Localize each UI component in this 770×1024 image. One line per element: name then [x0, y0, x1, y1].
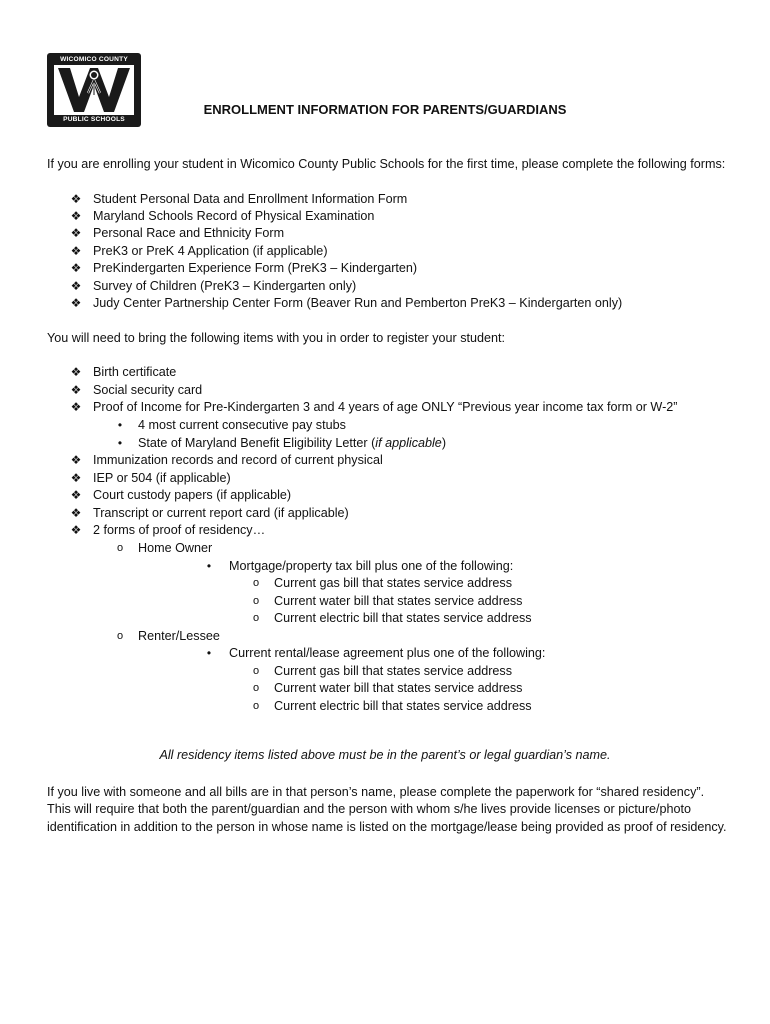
requirement-label: Mortgage/property tax bill plus one of the following:: [229, 559, 514, 573]
form-item-label: Survey of Children (PreK3 – Kindergarten only): [93, 279, 357, 293]
bullet-dot-icon: •: [206, 559, 212, 573]
diamond-bullet-icon: ❖: [70, 488, 82, 502]
diamond-bullet-icon: ❖: [70, 296, 82, 310]
item-label: IEP or 504 (if applicable): [93, 471, 231, 485]
form-item-label: Student Personal Data and Enrollment Information Form: [93, 192, 408, 206]
residency-note: All residency items listed above must be in the parent’s or legal guardian’s name.: [159, 748, 611, 762]
bullet-dot-icon: •: [117, 436, 123, 450]
item-label: Court custody papers (if applicable): [93, 488, 292, 502]
sub-item-label: 4 most current consecutive pay stubs: [138, 418, 346, 432]
diamond-bullet-icon: ❖: [70, 279, 82, 293]
form-item-label: PreKindergarten Experience Form (PreK3 – Kindergarten): [93, 261, 418, 275]
shared-residency-paragraph: If you live with someone and all bills are in that person’s name, please complete the paperwork for “shared residency”. This will require that both the parent/guardian and the person with whom s/he lives provide licenses or picture/photo identification in addition to the person in whose name is listed on the mortgage/lease being provided as proof of residency.: [47, 785, 727, 834]
circle-bullet-icon: o: [252, 595, 260, 607]
circle-bullet-icon: o: [252, 665, 260, 677]
sub-item-text: ): [441, 436, 447, 450]
diamond-bullet-icon: ❖: [70, 523, 82, 537]
page-title: ENROLLMENT INFORMATION FOR PARENTS/GUARDIANS: [203, 102, 567, 117]
diamond-bullet-icon: ❖: [70, 261, 82, 275]
form-item-label: Personal Race and Ethnicity Form: [93, 226, 285, 240]
logo-bottom-text: PUBLIC SCHOOLS: [63, 116, 125, 123]
circle-bullet-icon: o: [116, 542, 124, 554]
bullet-dot-icon: •: [206, 646, 212, 660]
item-label: Social security card: [93, 383, 203, 397]
diamond-bullet-icon: ❖: [70, 453, 82, 467]
intro-paragraph: If you are enrolling your student in Wicomico County Public Schools for the first time, please complete the following forms:: [47, 157, 726, 171]
item-label: Transcript or current report card (if applicable): [93, 506, 349, 520]
option-label: Current electric bill that states service address: [274, 699, 532, 713]
option-label: Current electric bill that states service address: [274, 611, 532, 625]
form-item-label: PreK3 or PreK 4 Application (if applicable): [93, 244, 328, 258]
item-label: Proof of Income for Pre-Kindergarten 3 and 4 years of age ONLY “Previous year income tax form or W-2”: [93, 400, 678, 414]
diamond-bullet-icon: ❖: [70, 365, 82, 379]
diamond-bullet-icon: ❖: [70, 226, 82, 240]
item-label: Immunization records and record of current physical: [93, 453, 383, 467]
diamond-bullet-icon: ❖: [70, 383, 82, 397]
option-label: Current gas bill that states service address: [274, 576, 512, 590]
circle-bullet-icon: o: [116, 630, 124, 642]
diamond-bullet-icon: ❖: [70, 471, 82, 485]
residency-type-label: Home Owner: [138, 541, 213, 555]
circle-bullet-icon: o: [252, 700, 260, 712]
requirement-label: Current rental/lease agreement plus one of the following:: [229, 646, 546, 660]
sub-item-italic-text: if applicable: [375, 436, 442, 450]
form-item-label: Judy Center Partnership Center Form (Beaver Run and Pemberton PreK3 – Kindergarten only): [93, 296, 623, 310]
option-label: Current gas bill that states service address: [274, 664, 512, 678]
sub-item-label: [138, 435, 446, 452]
diamond-bullet-icon: ❖: [70, 209, 82, 223]
bullet-dot-icon: •: [117, 418, 123, 432]
circle-bullet-icon: o: [252, 682, 260, 694]
residency-type-label: Renter/Lessee: [138, 629, 220, 643]
logo-top-text: WICOMICO COUNTY: [60, 56, 128, 63]
circle-bullet-icon: o: [252, 612, 260, 624]
item-label: Birth certificate: [93, 365, 177, 379]
circle-bullet-icon: o: [252, 577, 260, 589]
item-label: 2 forms of proof of residency…: [93, 523, 266, 537]
diamond-bullet-icon: ❖: [70, 400, 82, 414]
diamond-bullet-icon: ❖: [70, 244, 82, 258]
form-item-label: Maryland Schools Record of Physical Examination: [93, 209, 375, 223]
sub-item-text: State of Maryland Benefit Eligibility Letter (: [138, 436, 376, 450]
option-label: Current water bill that states service address: [274, 594, 523, 608]
bring-paragraph: You will need to bring the following items with you in order to register your student:: [47, 331, 506, 345]
diamond-bullet-icon: ❖: [70, 192, 82, 206]
diamond-bullet-icon: ❖: [70, 506, 82, 520]
option-label: Current water bill that states service address: [274, 681, 523, 695]
